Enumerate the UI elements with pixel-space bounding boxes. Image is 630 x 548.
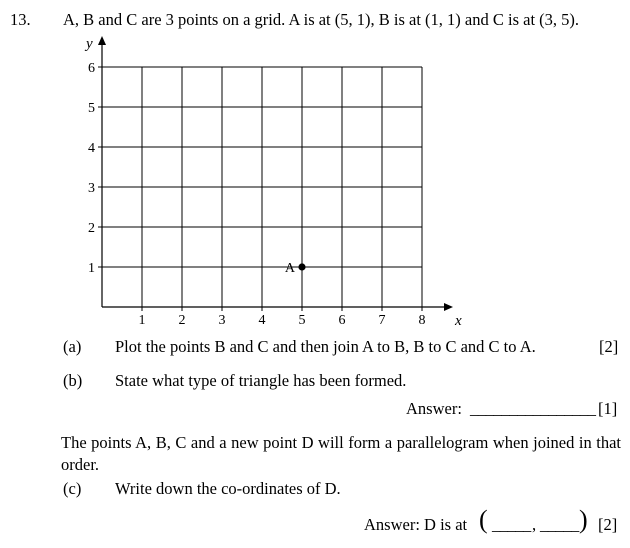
x-axis-arrowhead bbox=[444, 303, 453, 311]
answer-blank-y[interactable]: _____ bbox=[540, 515, 579, 534]
axes bbox=[98, 36, 453, 311]
y-tick-label: 3 bbox=[88, 181, 95, 196]
y-tick-label: 6 bbox=[88, 61, 95, 76]
tick-labels bbox=[84, 36, 462, 329]
part-b-answer-blank[interactable]: ________________ bbox=[470, 399, 596, 418]
x-tick-label: 1 bbox=[138, 313, 146, 328]
close-paren: ) bbox=[579, 505, 588, 534]
part-a-text: Plot the points B and C and then join A to B, B to C and C to A. bbox=[115, 337, 536, 356]
x-tick-label: 8 bbox=[418, 313, 426, 328]
x-tick-label: 4 bbox=[258, 313, 266, 328]
y-tick-label: 1 bbox=[88, 261, 95, 276]
part-a-label: (a) bbox=[63, 337, 82, 356]
part-c-text: Write down the co-ordinates of D. bbox=[115, 479, 341, 498]
y-tick-label: 4 bbox=[88, 141, 95, 156]
part-a-marks: [2] bbox=[599, 337, 619, 356]
question-number: 13. bbox=[10, 10, 31, 29]
y-tick-label: 2 bbox=[88, 221, 95, 236]
point-label-a: A bbox=[284, 261, 295, 276]
part-b-text: State what type of triangle has been formed. bbox=[115, 371, 407, 390]
point-a bbox=[298, 263, 305, 270]
x-tick-label: 2 bbox=[178, 313, 186, 328]
y-axis-label: y bbox=[86, 36, 93, 52]
y-axis-arrowhead bbox=[98, 36, 106, 45]
question-intro: A, B and C are 3 points on a grid. A is at (5, 1), B is at (1, 1) and C is at (3, 5). bbox=[63, 10, 580, 29]
part-c-label: (c) bbox=[63, 479, 82, 498]
x-axis-label: x bbox=[455, 313, 462, 329]
part-b-answer-label: Answer: bbox=[406, 399, 462, 418]
answer-comma: , bbox=[532, 515, 537, 534]
open-paren: ( bbox=[479, 505, 488, 534]
part-b-marks: [1] bbox=[598, 399, 618, 418]
y-tick-label: 5 bbox=[88, 101, 95, 116]
x-tick-label: 5 bbox=[298, 313, 306, 328]
part-b-label: (b) bbox=[63, 371, 83, 390]
x-tick-label: 7 bbox=[378, 313, 386, 328]
x-tick-label: 3 bbox=[218, 313, 226, 328]
x-tick-label: 6 bbox=[338, 313, 346, 328]
answer-blank-x[interactable]: _____ bbox=[492, 515, 531, 534]
grid-lines bbox=[102, 67, 422, 307]
parallelogram-intro: The points A, B, C and a new point D will form a parallelogram when joined in that order. bbox=[61, 433, 621, 474]
part-c-marks: [2] bbox=[598, 515, 618, 534]
part-c-answer-label: Answer: D is at bbox=[364, 515, 468, 534]
